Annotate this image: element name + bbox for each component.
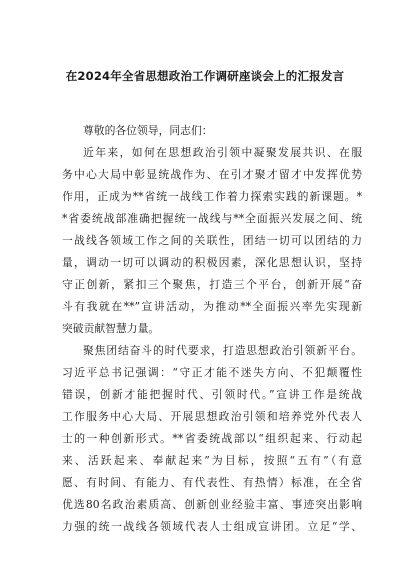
paragraph-line: 愿、有时间、有能力、有代表性、有热情）标准，在全省	[62, 476, 362, 489]
paragraph-1	[62, 142, 362, 340]
paragraph-line: 近年来，如何在思想政治引领中凝聚发展共识、在服	[83, 146, 362, 159]
paragraph-line: 工作服务中心大局、开展思想政治引领和培养党外代表人	[62, 410, 362, 423]
paragraph-line: 守正创新，紧扣三个聚焦，打造三个平台，创新开展“奋	[62, 278, 362, 291]
paragraph-line: 错误，创新才能把握时代、引领时代。”宣讲工作是统战	[62, 388, 362, 401]
paragraph-line: 聚焦团结奋斗的时代要求，打造思想政治引领新平台。	[83, 344, 362, 357]
salutation-line: 尊敬的各位领导，同志们：	[83, 124, 213, 137]
paragraph-line: *省委统战部准确把握统一战线与**全面振兴发展之间、统	[62, 212, 362, 225]
paragraph-line: 士的一种创新形式。**省委统战部以“组织起来、行动起	[62, 432, 362, 445]
paragraph-line: 量，调动一切可以调动的积极因素，深化思想认识，坚持	[62, 256, 362, 269]
paragraph-2	[62, 340, 362, 538]
paragraph-line: 来、活跃起来、奉献起来”为目标，按照“五有”（有意	[62, 454, 362, 467]
paragraph-line: 突破贡献智慧力量。	[62, 322, 160, 335]
document-title: 在2024年全省思想政治工作调研座谈会上的汇报发言	[65, 69, 345, 83]
paragraph-line: 习近平总书记强调：“守正才能不迷失方向、不犯颠覆性	[62, 366, 362, 379]
paragraph-line: 斗有我就在**”宣讲活动，为推动**全面振兴率先实现新	[62, 300, 362, 313]
paragraph-line: 优选80名政治素质高、创新创业经验丰富、事迹突出影响	[62, 498, 362, 511]
paragraph-line: 力强的统一战线各领域代表人士组成宣讲团。立足“学、	[62, 520, 362, 533]
paragraph-line: 一战线各领域工作之间的关联性，团结一切可以团结的力	[62, 234, 362, 247]
paragraph-line: 务中心大局中彰显统战作为、在引才聚才留才中发挥优势	[62, 168, 362, 181]
document-body	[62, 120, 362, 538]
paragraph-line: 作用，正成为**省统一战线工作着力探索实践的新课题。*	[62, 190, 362, 203]
salutation	[62, 120, 362, 142]
